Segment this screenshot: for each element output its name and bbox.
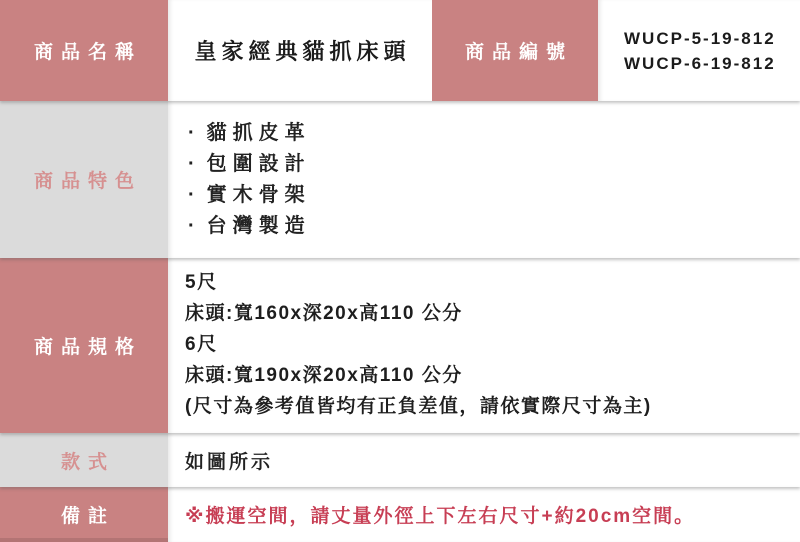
feature-text: 實木骨架 (206, 183, 311, 206)
specs-content-cell (168, 258, 800, 433)
bullet-icon: · (188, 152, 195, 175)
spec-line: 6尺 (185, 334, 218, 355)
feature-item (188, 149, 311, 180)
note-label: 備註 (60, 506, 115, 527)
row-product-note (0, 487, 800, 542)
feature-item (188, 211, 311, 242)
row-product-style (0, 433, 800, 487)
feature-text: 包圍設計 (206, 152, 311, 175)
product-code-line: WUCP-6-19-812 (624, 53, 776, 73)
row-product-features (0, 101, 800, 258)
feature-item (188, 118, 311, 149)
row-product-name (0, 0, 800, 101)
product-name-label: 商品名稱 (33, 42, 142, 63)
style-value-cell (168, 433, 800, 487)
style-label: 款式 (60, 451, 115, 473)
style-label-cell (0, 433, 168, 487)
specs-label-cell (0, 258, 168, 433)
product-code-label-cell (432, 0, 598, 101)
features-label-cell (0, 101, 168, 258)
row-product-specs (0, 258, 800, 433)
bullet-icon: · (188, 183, 195, 206)
bullet-icon: · (188, 121, 195, 144)
spec-line: (尺寸為參考值皆均有正負差值，請依實際尺寸為主) (185, 396, 652, 417)
note-value-cell (168, 487, 800, 542)
specs-label: 商品規格 (33, 337, 142, 358)
style-value: 如圖所示 (185, 451, 274, 473)
feature-text: 貓抓皮革 (206, 121, 311, 144)
feature-item (188, 180, 311, 211)
bullet-icon: · (188, 214, 195, 237)
product-code-line: WUCP-5-19-812 (624, 28, 776, 48)
product-code-label: 商品編號 (464, 42, 573, 63)
product-codes-cell (598, 0, 800, 101)
product-name-label-cell (0, 0, 168, 101)
features-list (168, 118, 311, 242)
features-label: 商品特色 (33, 171, 142, 192)
features-content-cell (168, 101, 800, 258)
note-text: ※搬運空間，請丈量外徑上下左右尺寸+約20cm空間。 (185, 506, 696, 527)
product-title-cell (168, 0, 432, 101)
specs-block (168, 258, 652, 422)
spec-line: 床頭:寬160x深20x高110 公分 (185, 303, 463, 324)
spec-line: 床頭:寬190x深20x高110 公分 (185, 365, 463, 386)
spec-line: 5尺 (185, 272, 218, 293)
note-label-cell (0, 487, 168, 542)
feature-text: 台灣製造 (206, 214, 311, 237)
product-title: 皇家經典貓抓床頭 (194, 39, 411, 64)
